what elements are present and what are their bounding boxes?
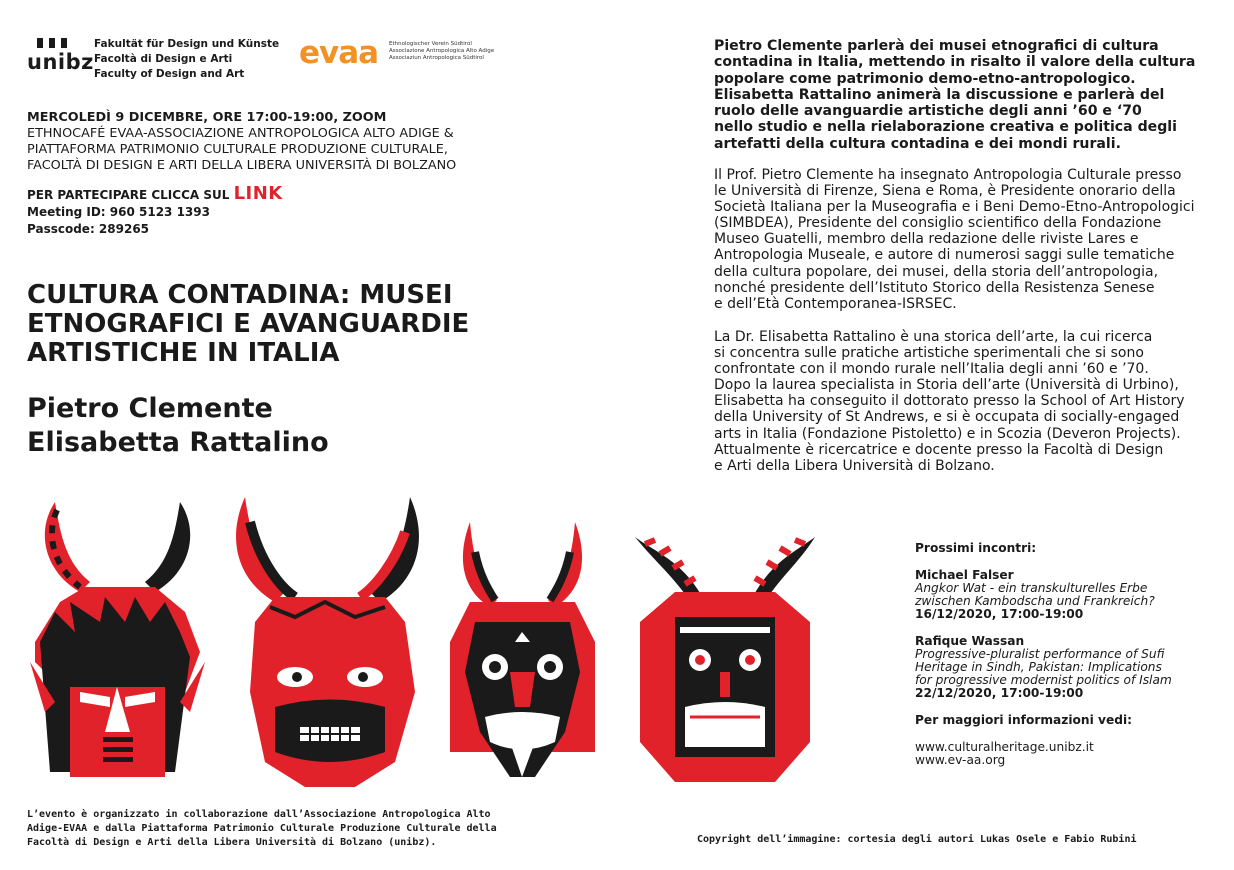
upcoming-date: 16/12/2020, 17:00-19:00 bbox=[915, 607, 1084, 621]
upcoming-speaker: Rafique Wassan bbox=[915, 634, 1025, 648]
bio-line: Dopo la laurea specialista in Storia dell’arte (Università di Urbino), bbox=[714, 377, 1179, 394]
upcoming-talk: zwischen Kambodscha und Frankreich? bbox=[915, 594, 1155, 608]
upcoming-talk: for progressive modernist politics of Islam bbox=[915, 673, 1172, 687]
faculty-names bbox=[94, 37, 279, 82]
bio-line: arts in Italia (Fondazione Pistoletto) e in Scozia (Deveron Projects). bbox=[714, 425, 1181, 442]
event-organizer-line: PIATTAFORMA PATRIMONIO CULTURALE PRODUZIONE CULTURALE, bbox=[27, 142, 448, 157]
passcode: Passcode: 289265 bbox=[27, 222, 150, 236]
bio-line: confrontate con il mondo rurale nell’Italia degli anni ’60 e ’70. bbox=[714, 361, 1149, 378]
speaker-name: Elisabetta Rattalino bbox=[27, 427, 329, 458]
speaker-name: Pietro Clemente bbox=[27, 393, 273, 424]
participate-label: PER PARTECIPARE CLICCA SUL bbox=[27, 188, 230, 202]
evaa-line: Associaziun Antropologica Südtirol bbox=[389, 55, 484, 61]
bio-line: e Arti della Libera Università di Bolzano. bbox=[714, 457, 995, 474]
evaa-names bbox=[389, 41, 494, 62]
evaa-line: Ethnologischer Verein Südtirol bbox=[389, 41, 472, 47]
mask-icon bbox=[236, 497, 419, 787]
event-organizer-line: FACOLTÀ DI DESIGN E ARTI DELLA LIBERA UNIVERSITÀ DI BOLZANO bbox=[27, 158, 457, 173]
link-evaa[interactable]: www.ev-aa.org bbox=[915, 753, 1006, 767]
event-title bbox=[27, 281, 547, 368]
bio-rattalino bbox=[714, 329, 1224, 474]
event-when: MERCOLEDÌ 9 DICEMBRE, ORE 17:00-19:00, ZOOM bbox=[27, 110, 387, 125]
bio-line: Museo Guatelli, membro della redazione delle riviste Lares e bbox=[714, 231, 1139, 248]
upcoming-date: 22/12/2020, 17:00-19:00 bbox=[915, 686, 1084, 700]
bio-line: della cultura popolare, dei musei, della storia dell’antropologia, bbox=[714, 263, 1159, 280]
title-line: CULTURA CONTADINA: MUSEI bbox=[27, 280, 453, 310]
mask-icon bbox=[450, 522, 595, 777]
intro-line: contadina in Italia, mettendo in risalto il valore della cultura bbox=[714, 54, 1196, 71]
bio-line: Il Prof. Pietro Clemente ha insegnato Antropologia Culturale presso bbox=[714, 167, 1182, 183]
intro-line: Pietro Clemente parlerà dei musei etnografici di cultura bbox=[714, 38, 1159, 54]
bio-line: della University of St Andrews, e si è occupata di socially-engaged bbox=[714, 409, 1180, 426]
faculty-en: Faculty of Design and Art bbox=[94, 68, 245, 80]
intro-line: popolare come patrimonio demo-etno-antropologico. bbox=[714, 70, 1136, 87]
upcoming-talk: Progressive-pluralist performance of Sufi bbox=[915, 647, 1165, 661]
unibz-wordmark: unibz bbox=[27, 50, 94, 74]
footer-organizers bbox=[27, 808, 497, 850]
evaa-line: Associazione Antropologica Alto Adige bbox=[389, 48, 495, 54]
title-line: ETNOGRAFICI E AVANGUARDIE bbox=[27, 309, 470, 339]
participate-block bbox=[27, 185, 283, 238]
meeting-id: Meeting ID: 960 5123 1393 bbox=[27, 205, 210, 219]
faculty-it: Facoltà di Design e Arti bbox=[94, 53, 233, 65]
bio-line: le Università di Firenze, Siena e Roma, è Presidente onorario della bbox=[714, 183, 1176, 200]
upcoming-talk: Heritage in Sindh, Pakistan: Implications bbox=[915, 660, 1162, 674]
link-culturalheritage[interactable]: www.culturalheritage.unibz.it bbox=[915, 740, 1094, 754]
event-organizer-line: ETHNOCAFÉ EVAA-ASSOCIAZIONE ANTROPOLOGICA ALTO ADIGE & bbox=[27, 126, 454, 141]
bio-line: Società Italiana per la Museografia e i Beni Demo-Etno-Antropologici bbox=[714, 199, 1195, 216]
intro-line: artefatti della cultura contadina e dei mondi rurali. bbox=[714, 135, 1121, 152]
footer-line: Adige-EVAA e dalla Piattaforma Patrimonio Culturale Produzione Culturale della bbox=[27, 823, 497, 834]
intro-line: nello studio e nella rielaborazione creativa e politica degli bbox=[714, 119, 1177, 136]
unibz-mark-icon bbox=[27, 36, 77, 50]
bio-line: La Dr. Elisabetta Rattalino è una storica dell’arte, la cui ricerca bbox=[714, 329, 1153, 345]
zoom-link[interactable]: LINK bbox=[233, 183, 283, 204]
masks-illustration bbox=[25, 492, 855, 792]
speakers bbox=[27, 392, 329, 460]
faculty-de: Fakultät für Design und Künste bbox=[94, 38, 280, 50]
bio-line: nonché presidente dell’Istituto Storico della Resistenza Senese bbox=[714, 279, 1155, 296]
title-line: ARTISTICHE IN ITALIA bbox=[27, 338, 340, 368]
bio-line: Elisabetta ha conseguito il dottorato presso la School of Art History bbox=[714, 393, 1185, 410]
evaa-wordmark: evaa bbox=[299, 35, 379, 71]
bio-line: Antropologia Museale, e autore di numerosi saggi sulle tematiche bbox=[714, 247, 1175, 264]
upcoming-talk: Angkor Wat - ein transkulturelles Erbe bbox=[915, 581, 1148, 595]
event-info bbox=[27, 110, 456, 174]
mask-icon bbox=[635, 537, 815, 782]
bio-line: si concentra sulle pratiche artistiche sperimentali che si sono bbox=[714, 345, 1144, 362]
upcoming-heading: Prossimi incontri: bbox=[915, 541, 1037, 555]
intro-line: ruolo delle avanguardie artistiche degli anni ’60 e ‘70 bbox=[714, 103, 1142, 120]
bio-line: (SIMBDEA), Presidente del consiglio scientifico della Fondazione bbox=[714, 215, 1162, 232]
intro-text bbox=[714, 38, 1214, 152]
upcoming-speaker: Michael Falser bbox=[915, 568, 1014, 582]
intro-line: Elisabetta Rattalino animerà la discussione e parlerà del bbox=[714, 86, 1165, 103]
bio-line: Attualmente è ricercatrice e docente presso la Facoltà di Design bbox=[714, 441, 1164, 458]
more-info-heading: Per maggiori informazioni vedi: bbox=[915, 713, 1132, 727]
footer-line: L’evento è organizzato in collaborazione dall’Associazione Antropologica Alto bbox=[27, 809, 491, 820]
mask-icon bbox=[30, 502, 205, 777]
image-copyright: Copyright dell’immagine: cortesia degli autori Lukas Osele e Fabio Rubini bbox=[697, 834, 1137, 845]
footer-line: Facoltà di Design e Arti della Libera Università di Bolzano (unibz). bbox=[27, 837, 437, 848]
bio-line: e dell’Età Contemporanea-ISRSEC. bbox=[714, 295, 957, 312]
upcoming-events bbox=[915, 542, 1215, 767]
bio-clemente bbox=[714, 167, 1224, 312]
